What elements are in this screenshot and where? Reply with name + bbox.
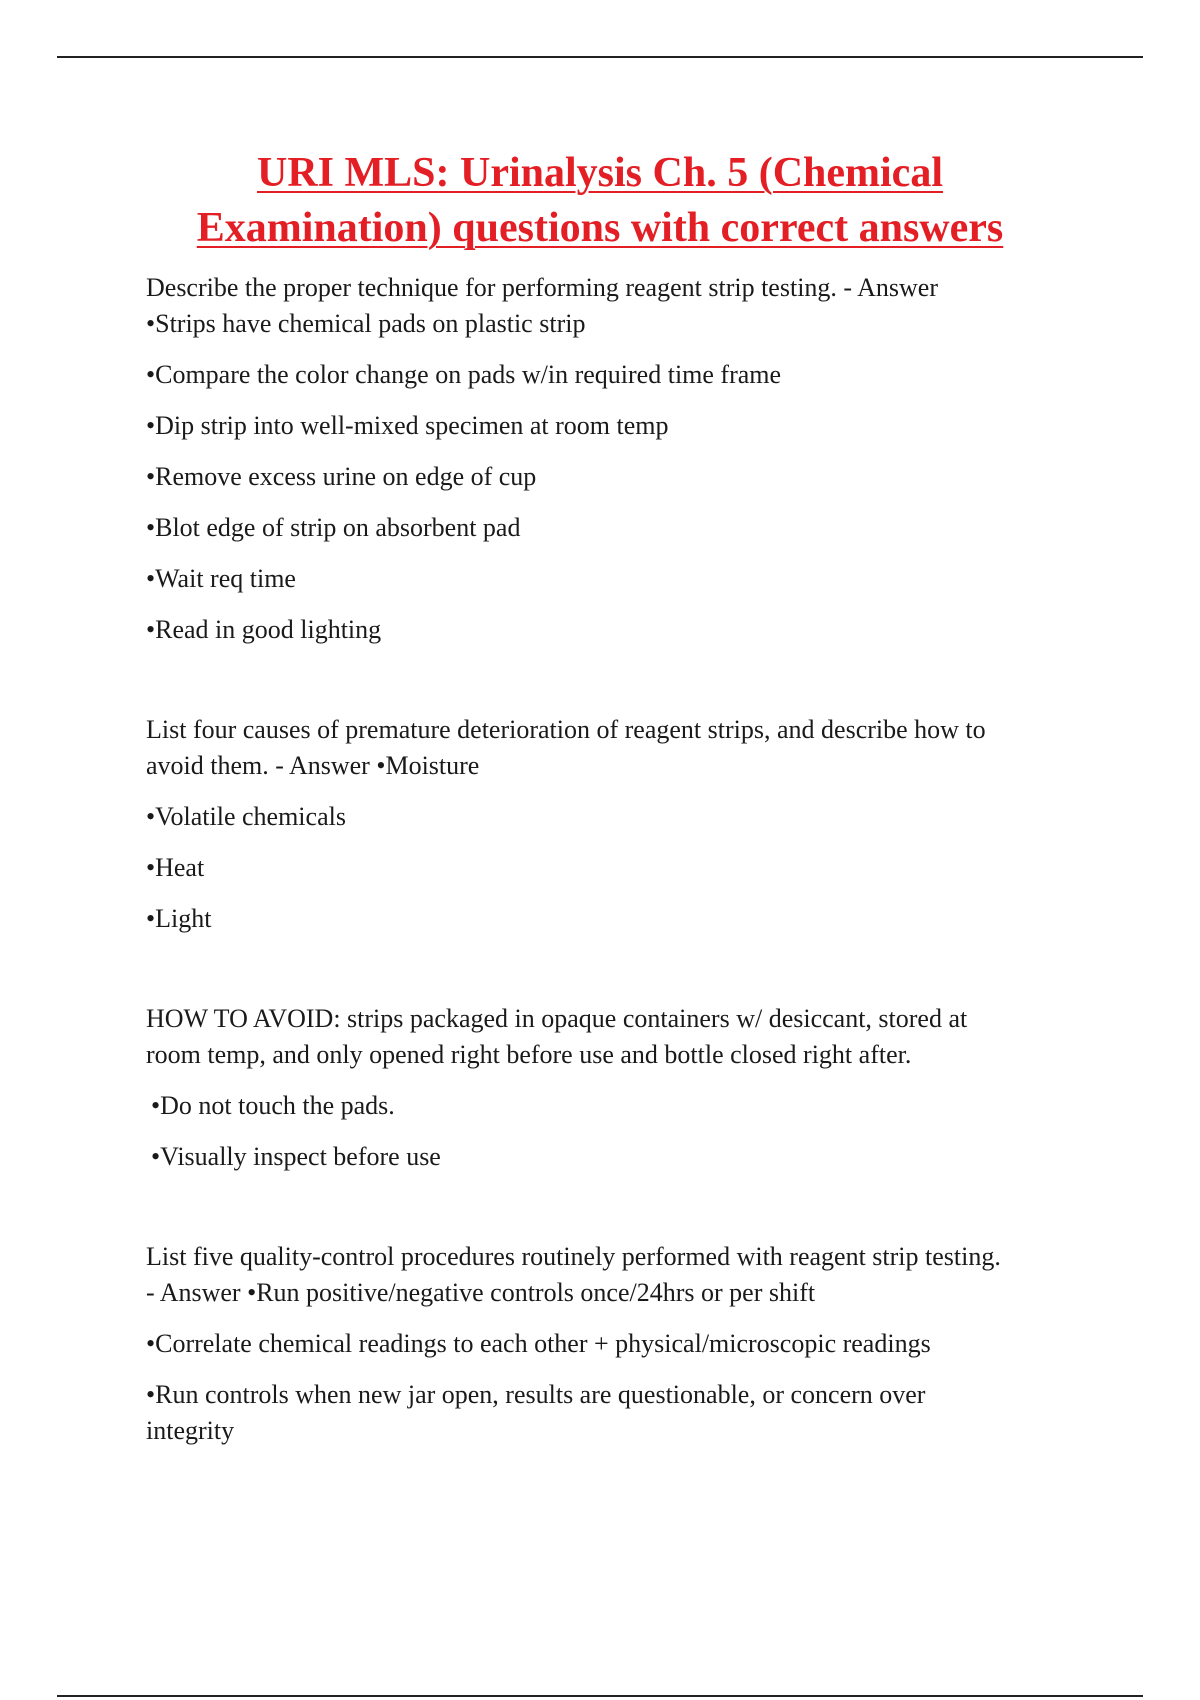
answer-bullet: •Blot edge of strip on absorbent pad — [146, 513, 521, 542]
question-text-line-1: List five quality-control procedures routinely performed with reagent strip testing. — [146, 1242, 1001, 1271]
answer-bullet: •Correlate chemical readings to each other + physical/microscopic readings — [146, 1329, 931, 1358]
answer-bullet: •Read in good lighting — [146, 615, 382, 644]
note-text-line-2: room temp, and only opened right before use and bottle closed right after. — [146, 1040, 912, 1069]
answer-bullet: •Light — [146, 904, 212, 933]
question-text-line-1: List four causes of premature deterioration of reagent strips, and describe how to — [146, 715, 986, 744]
title-line-1: URI MLS: Urinalysis Ch. 5 (Chemical — [256, 150, 943, 196]
question-text: Describe the proper technique for performing reagent strip testing. - Answer — [146, 273, 939, 302]
answer-bullet: •Do not touch the pads. — [151, 1091, 395, 1120]
title-line-2: Examination) questions with correct answers — [196, 205, 1004, 251]
qa-section-quality-control — [146, 1239, 1096, 1449]
question-text-line-2: - Answer •Run positive/negative controls once/24hrs or per shift — [146, 1278, 816, 1307]
answer-bullet: •Run controls when new jar open, results are questionable, or concern over — [146, 1380, 926, 1409]
answer-bullet: •Dip strip into well-mixed specimen at room temp — [146, 411, 669, 440]
qa-section-technique — [146, 270, 1096, 648]
qa-section-how-to-avoid — [146, 1001, 1096, 1175]
answer-bullet: •Wait req time — [146, 564, 296, 593]
question-text-line-2: avoid them. - Answer •Moisture — [146, 751, 480, 780]
top-rule — [57, 56, 1143, 58]
answer-bullet: •Remove excess urine on edge of cup — [146, 462, 537, 491]
answer-bullet: •Visually inspect before use — [151, 1142, 441, 1171]
answer-bullet: •Heat — [146, 853, 205, 882]
section-spacer — [146, 937, 1096, 1001]
answer-bullet: •Compare the color change on pads w/in required time frame — [146, 360, 782, 389]
document-title — [80, 146, 1120, 256]
section-spacer — [146, 648, 1096, 712]
answer-bullet: •Volatile chemicals — [146, 802, 346, 831]
note-text-line-1: HOW TO AVOID: strips packaged in opaque containers w/ desiccant, stored at — [146, 1004, 968, 1033]
answer-bullet: •Strips have chemical pads on plastic strip — [146, 309, 586, 338]
answer-bullet-continuation: integrity — [146, 1416, 235, 1445]
section-spacer — [146, 1175, 1096, 1239]
qa-section-deterioration — [146, 712, 1096, 937]
bottom-rule — [57, 1695, 1143, 1697]
document-body — [146, 270, 1096, 1449]
